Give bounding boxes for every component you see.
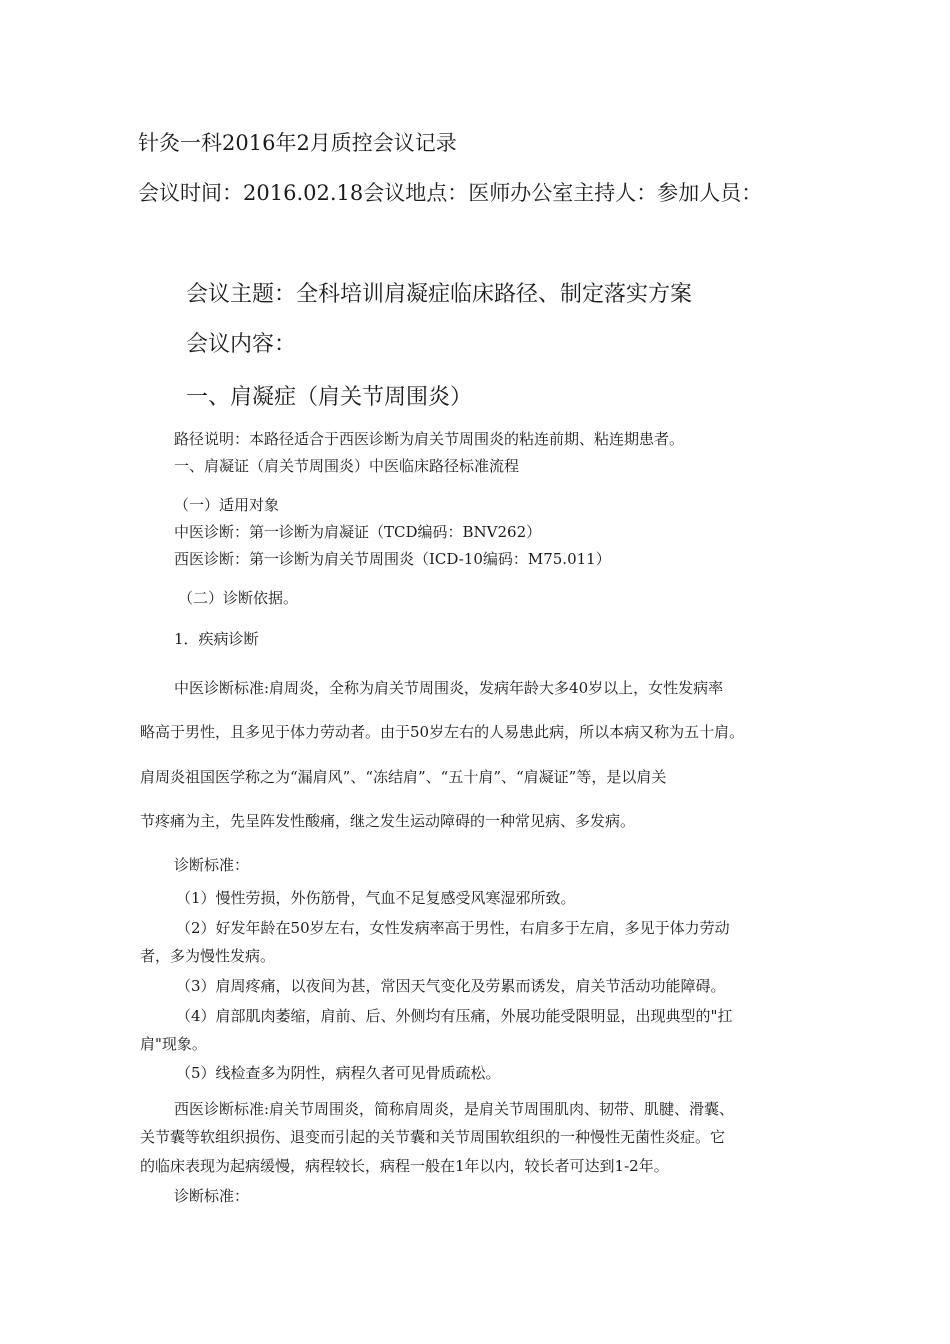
route-title: 一、肩凝证（肩关节周围炎）中医临床路径标准流程 [174,457,520,475]
criteria-label: 诊断标准： [174,856,250,874]
meeting-info: 会议时间：2016.02.18会议地点：医师办公室主持人：参加人员： [138,181,763,205]
item-1: 1．疾病诊断 [174,630,259,648]
tcm-paragraph-line: 节疼痛为主，先呈阵发性酸痛，继之发生运动障碍的一种常见病、多发病。 [140,812,636,830]
criteria-item: 肩"现象。 [140,1035,207,1053]
route-note: 路径说明：本路径适合于西医诊断为肩关节周围炎的粘连前期、粘连期患者。 [174,430,685,448]
tcm-paragraph-line: 中医诊断标准:肩周炎，全称为肩关节周围炎，发病年龄大多40岁以上，女性发病率 [174,679,724,697]
criteria-item: （3）肩周疼痛，以夜间为甚，常因天气变化及劳累而诱发，肩关节活动功能障碍。 [176,977,726,995]
criteria-item: （1）慢性劳损，外伤筋骨，气血不足复感受风寒湿邪所致。 [176,889,576,907]
tcm-paragraph-line: 肩周炎祖国医学称之为“漏肩风”、“冻结肩”、“五十肩”、“肩凝证”等，是以肩关 [140,768,667,786]
criteria-item: （4）肩部肌肉萎缩，肩前、后、外侧均有压痛，外展功能受限明显，出现典型的"扛 [176,1007,733,1025]
wm-diagnosis: 西医诊断：第一诊断为肩关节周围炎（ICD-10编码：M75.011） [174,550,611,568]
tcm-paragraph-line: 略高于男性，且多见于体力劳动者。由于50岁左右的人易患此病，所以本病又称为五十肩。 [140,723,745,741]
criteria-label-2: 诊断标准： [174,1187,250,1205]
subsection-1: （一）适用对象 [174,496,280,514]
subsection-2: （二）诊断依据。 [178,589,299,607]
criteria-item: （2）好发年龄在50岁左右，女性发病率高于男性，右肩多于左肩，多见于体力劳动 [176,919,730,937]
criteria-item: 者，多为慢性发病。 [140,947,276,965]
meeting-content-label: 会议内容： [186,332,297,357]
section-heading: 一、肩凝症（肩关节周围炎） [186,385,473,410]
criteria-item: （5）线检查多为阴性，病程久者可见骨质疏松。 [176,1064,501,1082]
wm-paragraph-line: 的临床表现为起病缓慢，病程较长，病程一般在1年以内，较长者可达到1-2年。 [140,1157,669,1175]
page-title: 针灸一科2016年2月质控会议记录 [138,131,457,155]
wm-paragraph-line: 关节囊等软组织损伤、退变而引起的关节囊和关节周围软组织的一种慢性无菌性炎症。它 [140,1128,726,1146]
wm-paragraph-line: 西医诊断标准:肩关节周围炎，简称肩周炎，是肩关节周围肌肉、韧带、肌腱、滑囊、 [174,1100,735,1118]
meeting-theme: 会议主题：全科培训肩凝症临床路径、制定落实方案 [186,282,693,307]
tcm-diagnosis: 中医诊断：第一诊断为肩凝证（TCD编码：BNV262） [174,523,542,541]
